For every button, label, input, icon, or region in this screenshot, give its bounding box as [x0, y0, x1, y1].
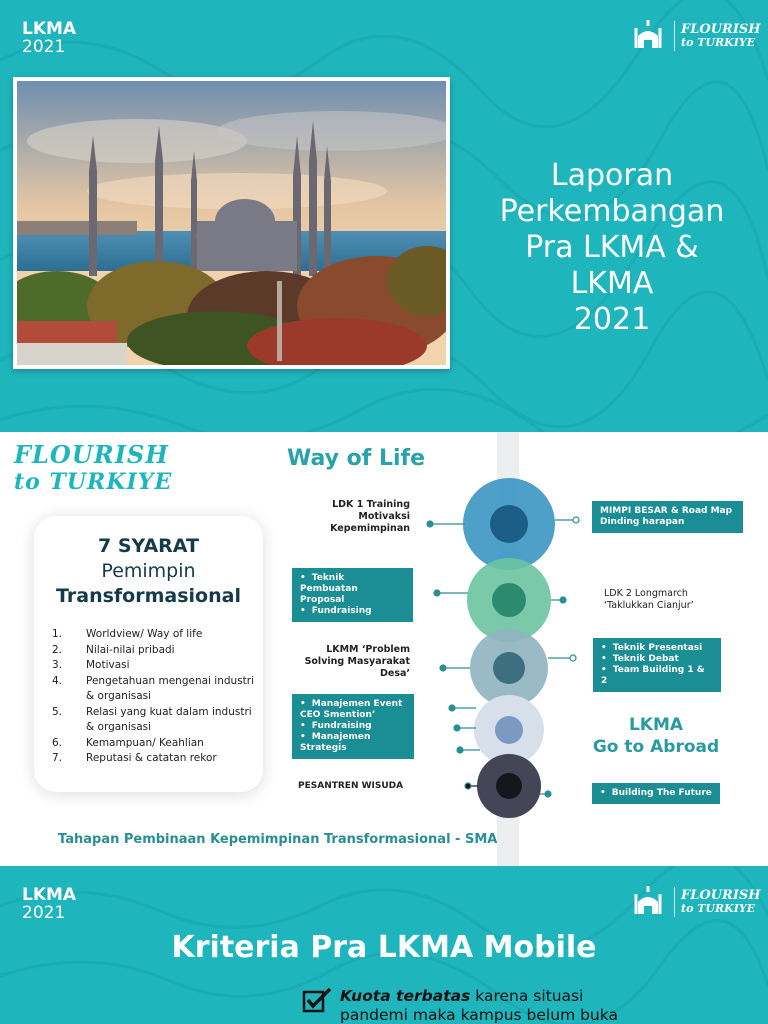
list-item-number: 4. — [52, 674, 63, 687]
list-item-text: Motivasi — [86, 659, 130, 671]
mosque-icon — [628, 884, 668, 920]
label-pesantren: PESANTREN WISUDA — [298, 781, 404, 791]
list-item-number: 1. — [52, 628, 63, 640]
list-item — [52, 674, 263, 705]
criteria-line2: pandemi maka kampus belum buka — [340, 1006, 618, 1024]
list-item-number: 5. — [52, 705, 63, 718]
mosque-illustration — [17, 81, 446, 365]
tag-presentasi — [593, 638, 721, 692]
list-item — [52, 627, 263, 643]
mosque-photo — [13, 77, 450, 369]
tag-mimpi-besar: MIMPI BESAR & Road Map Dinding harapan — [592, 501, 743, 533]
tag-proposal — [292, 568, 413, 622]
label-ldk2-line1: LDK 2 Longmarch — [604, 588, 688, 599]
flourish-wordmark — [681, 23, 761, 49]
list-item-number: 6. — [52, 736, 63, 749]
logo-separator — [674, 887, 675, 917]
flourish-wordmark — [681, 889, 761, 915]
syarat-title-line2: Pemimpin — [101, 560, 196, 582]
list-item-text: Kemampuan/ Keahlian — [86, 736, 204, 749]
flourish-logo — [628, 884, 761, 920]
label-lkmm: LKMM ‘Problem Solving Masyarakat Desa’ — [304, 644, 410, 679]
cover-title-line: 2021 — [573, 302, 651, 337]
criteria-line1 — [340, 987, 618, 1006]
list-item-text: Worldview/ Way of life — [86, 628, 203, 640]
flourish-line2: to TURKIYE — [681, 902, 756, 915]
lkma-abroad-line2: Go to Abroad — [592, 737, 720, 757]
list-item-text: Pengetahuan mengenai industri & organisasi — [86, 674, 255, 702]
flourish-logo — [628, 18, 761, 54]
lkma-logo-year: 2021 — [22, 37, 66, 57]
list-item — [52, 736, 263, 752]
list-item-number: 3. — [52, 659, 63, 671]
syarat-card-title — [34, 534, 263, 609]
lkma-logo-year: 2021 — [22, 903, 66, 923]
lkma-logo — [22, 20, 76, 56]
tag-item: • Manajemen Event CEO Smention’ — [300, 699, 406, 721]
criteria-text — [340, 987, 618, 1024]
mosque-icon — [628, 18, 668, 54]
flourish-line1: FLOURISH — [681, 888, 761, 903]
slide-kriteria — [0, 866, 768, 1024]
tag-item: • Fundraising — [300, 606, 405, 617]
tag-item: • Team Building 1 & 2 — [601, 665, 713, 687]
checkbox-icon — [302, 987, 332, 1013]
list-item-number: 7. — [52, 752, 63, 764]
list-item-text: Nilai-nilai pribadi — [86, 643, 175, 656]
list-item — [52, 658, 263, 674]
tag-future — [592, 783, 720, 804]
tag-item: • Fundraising — [300, 721, 406, 732]
flourish-line1: FLOURISH — [681, 22, 761, 37]
syarat-title-line1: 7 SYARAT — [98, 535, 199, 557]
logo-separator — [674, 21, 675, 51]
list-item-text: Relasi yang kuat dalam industri & organisasi — [86, 705, 252, 733]
flourish-logo-line1: FLOURISH — [14, 440, 169, 469]
list-item — [52, 751, 263, 767]
way-of-life-heading: Way of Life — [287, 446, 426, 471]
syarat-title-line3: Transformasional — [56, 585, 241, 607]
tag-item: • Teknik Debat — [601, 654, 713, 665]
label-ldk2 — [604, 588, 694, 612]
criteria-bold: Kuota terbatas — [340, 987, 471, 1005]
flourish-logo-line2: to TURKIYE — [14, 469, 173, 495]
tag-item: • Teknik Pembuatan Proposal — [300, 573, 405, 606]
label-ldk2-line2: ‘Taklukkan Cianjur’ — [604, 600, 694, 611]
criteria-rest: karena situasi — [470, 987, 584, 1005]
cover-title — [456, 158, 768, 338]
cover-title-line: LKMA — [570, 266, 654, 301]
tag-item: • Building The Future — [600, 788, 712, 799]
list-item — [52, 643, 263, 659]
slide-footer-caption: Tahapan Pembinaan Kepemimpinan Transformasional - SMA — [58, 832, 498, 847]
lkma-abroad-line1: LKMA — [628, 715, 684, 735]
slide-cover — [0, 0, 768, 432]
tag-manajemen — [292, 694, 414, 759]
list-item-number: 2. — [52, 643, 63, 656]
cover-title-line: Perkembangan — [499, 194, 725, 229]
label-ldk1: LDK 1 Training Motivaksi Kepemimpinan — [330, 499, 410, 534]
kriteria-title: Kriteria Pra LKMA Mobile — [171, 930, 597, 965]
flourish-line2: to TURKIYE — [681, 36, 756, 49]
syarat-card — [34, 516, 263, 792]
criteria-item — [302, 987, 618, 1024]
lkma-abroad-heading — [584, 714, 728, 758]
lkma-logo-text: LKMA — [22, 19, 77, 39]
cover-title-line: Laporan — [550, 158, 674, 193]
list-item — [52, 705, 263, 736]
syarat-list — [34, 627, 263, 767]
tag-item: • Teknik Presentasi — [601, 643, 713, 654]
slide-way-of-life — [0, 432, 768, 866]
list-item-text: Reputasi & catatan rekor — [86, 752, 217, 764]
cover-title-line: Pra LKMA & — [525, 230, 699, 265]
tag-item: • Manajemen Strategis — [300, 732, 406, 754]
lkma-logo-text: LKMA — [22, 885, 77, 905]
lkma-logo — [22, 886, 76, 922]
